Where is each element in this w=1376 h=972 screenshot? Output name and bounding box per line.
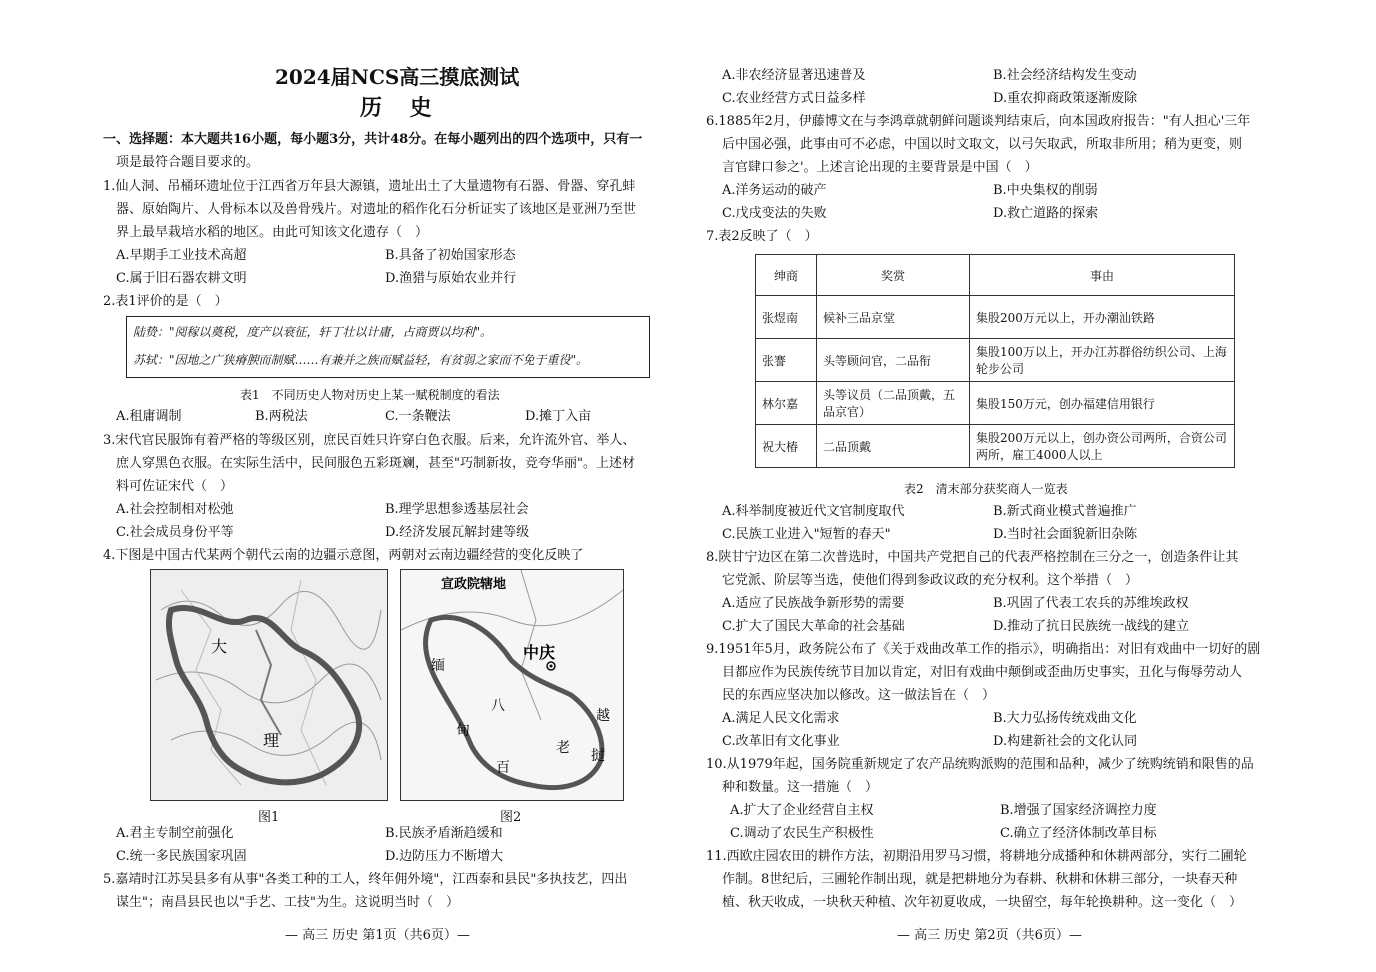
q6-option-b: B.中央集权的削弱: [993, 183, 1098, 198]
q7-option-a: A.科举制度被近代文官制度取代: [722, 504, 905, 519]
map-2-label-yue: 越: [596, 708, 610, 724]
q3-line-2: 庶人穿黑色衣服。在实际生活中，民间服色五彩斑斓，甚至"巧制新妆，竞夸华丽"。上述材: [116, 456, 635, 471]
q1-line-1: 1.仙人洞、吊桶环遗址位于江西省万年县大源镇，遗址出土了大量遗物有石器、骨器、穿孔蚌: [103, 179, 636, 194]
table-cell: 集股200万元以上，开办潮汕铁路: [970, 296, 1235, 339]
q8-option-d: D.推动了抗日民族统一战线的建立: [993, 619, 1190, 634]
footer-left: — 高三 历史 第1页（共6页）—: [285, 928, 470, 943]
q7-option-c: C.民族工业进入"短暂的春天": [722, 527, 891, 542]
q2-option-b: B.两税法: [255, 409, 308, 424]
table-cell: 祝大椿: [756, 425, 817, 468]
q2-option-c: C.一条鞭法: [385, 409, 451, 424]
q10-line-2: 种和数量。这一措施（ ）: [722, 780, 879, 795]
q9-option-d: D.构建新社会的文化认同: [993, 734, 1138, 749]
map-2-label-dian: 甸: [456, 723, 470, 739]
q1-line-3: 界上最早栽培水稻的地区。由此可知该文化遗存（ ）: [116, 225, 429, 240]
q4-stem: 4.下图是中国古代某两个朝代云南的边疆示意图，两朝对云南边疆经营的变化反映了: [103, 548, 584, 563]
q1-option-a: A.早期手工业技术高超: [116, 248, 247, 263]
q3-option-c: C.社会成员身份平等: [116, 525, 234, 540]
table-cell: 集股100万以上，开办江苏群俗纺织公司、上海轮步公司: [970, 339, 1235, 382]
table-2-header-reason: 事由: [970, 255, 1235, 296]
q4-option-b: B.民族矛盾渐趋缓和: [385, 826, 503, 841]
q9-line-2: 目都应作为民族传统节目加以肯定，对旧有戏曲中颠倒或歪曲历史事实，丑化与侮辱劳动人: [722, 665, 1243, 680]
table-cell: 头等议员（二品顶戴，五品京官）: [817, 382, 970, 425]
q6-option-d: D.救亡道路的探索: [993, 206, 1099, 221]
q1-option-c: C.属于旧石器农耕文明: [116, 271, 247, 286]
q8-option-a: A.适应了民族战争新形势的需要: [722, 596, 905, 611]
q5-option-c: C.农业经营方式日益多样: [722, 91, 866, 106]
table-cell: 集股200万元以上，创办资公司两所，合资公司两所，雇工4000人以上: [970, 425, 1235, 468]
q2-stem: 2.表1评价的是（ ）: [103, 294, 228, 309]
q11-line-1: 11.西欧庄园农田的耕作方法，初期沿用罗马习惯，将耕地分成播种和休耕两部分，实行二圃轮: [706, 849, 1247, 864]
table-1-row-2: 苏轼："因地之广狭瘠腴而制赋……有兼并之族而赋益轻，有贫弱之家而不免于重役"。: [133, 353, 589, 367]
q5-option-a: A.非农经济显著迅速普及: [722, 68, 866, 83]
q7-option-b: B.新式商业模式普遍推广: [993, 504, 1137, 519]
q9-line-3: 民的东西应坚决加以修改。这一做法旨在（ ）: [722, 688, 996, 703]
q1-option-d: D.渔猎与原始农业并行: [385, 271, 517, 286]
q8-option-c: C.扩大了国民大革命的社会基础: [722, 619, 905, 634]
q10-option-b: B.增强了国家经济调控力度: [1000, 803, 1157, 818]
q6-option-a: A.洋务运动的破产: [722, 183, 827, 198]
map-figure-2: [400, 569, 624, 801]
q8-line-1: 8.陕甘宁边区在第二次普选时，中国共产党把自己的代表严格控制在三分之一，创造条件让其: [706, 550, 1239, 565]
q8-line-2: 它党派、阶层等当选，使他们得到参政议政的充分权利。这个举措（ ）: [722, 573, 1139, 588]
q10-option-d: C.确立了经济体制改革目标: [1000, 826, 1157, 841]
q9-option-c: C.改革旧有文化事业: [722, 734, 840, 749]
q3-option-a: A.社会控制相对松弛: [116, 502, 234, 517]
q8-option-b: B.巩固了代表工农兵的苏维埃政权: [993, 596, 1189, 611]
map-1-label-da: 大: [211, 637, 228, 656]
figure-2-caption: 图2: [500, 810, 522, 825]
table-2-header-reward: 奖赏: [817, 255, 970, 296]
q3-option-b: B.理学思想参透基层社会: [385, 502, 529, 517]
table-2-header: [756, 255, 1235, 296]
q2-option-d: D.摊丁入亩: [525, 409, 592, 424]
q7-stem: 7.表2反映了（ ）: [706, 229, 818, 244]
map-2-label-xuanzhengyuan: 宣政院辖地: [441, 577, 507, 592]
map-2-label-bai: 百: [496, 760, 510, 776]
q1-line-2: 器、原始陶片、人骨标本以及兽骨残片。对遗址的稻作化石分析证实了该地区是亚洲乃至世: [116, 202, 637, 217]
table-1: [126, 316, 650, 378]
table-cell: 候补三品京堂: [817, 296, 970, 339]
table-2-caption: 表2 清末部分获奖商人一览表: [904, 482, 1068, 496]
map-figure-1: [150, 569, 388, 801]
exam-title: 2024届NCS高三摸底测试: [275, 65, 520, 89]
map-2-label-lao: 老: [556, 740, 570, 756]
q4-option-a: A.君主专制空前强化: [116, 826, 234, 841]
table-cell: 二品顶戴: [817, 425, 970, 468]
map-1-label-li: 理: [263, 731, 280, 750]
table-1-caption: 表1 不同历史人物对历史上某一赋税制度的看法: [240, 388, 500, 402]
q3-line-1: 3.宋代官民服饰有着严格的等级区别，庶民百姓只许穿白色衣服。后来，允许流外官、举人、: [103, 433, 636, 448]
q10-option-a: A.扩大了企业经营自主权: [730, 803, 874, 818]
table-cell: 头等顾问官，二品衔: [817, 339, 970, 382]
table-2-header-merchant: 绅商: [756, 255, 817, 296]
q11-line-2: 作制。8世纪后，三圃轮作制出现，就是把耕地分为春耕、秋耕和休耕三部分，一块春天种: [722, 872, 1238, 887]
footer-right: — 高三 历史 第2页（共6页）—: [897, 928, 1082, 943]
q10-line-1: 10.从1979年起，国务院重新规定了农产品统购派购的范围和品种，减少了统购统销和限售的品: [706, 757, 1254, 772]
q11-line-3: 植、秋天收成，一块秋天种植、次年初夏收成，一块留空，每年轮换耕种。这一变化（ ）: [722, 895, 1243, 910]
q1-option-b: B.具备了初始国家形态: [385, 248, 516, 263]
map-1-drawing: [151, 570, 387, 800]
q6-line-3: 言官肆口参之'。上述言论出现的主要背景是中国（ ）: [722, 160, 1038, 175]
map-2-drawing: [401, 570, 623, 800]
q5-line-1: 5.嘉靖时江苏吴县多有从事"各类工种的工人，终年佣外境"，江西泰和县民"多执技艺，四出: [103, 872, 628, 887]
map-2-label-mian: 缅: [431, 658, 445, 674]
q9-option-a: A.满足人民文化需求: [722, 711, 840, 726]
map-2-label-zhongqing: 中庆: [523, 643, 556, 662]
table-row: [756, 339, 1235, 382]
table-row: [756, 382, 1235, 425]
q6-option-c: C.戊戌变法的失败: [722, 206, 827, 221]
map-2-label-ba: 八: [491, 698, 505, 714]
q4-option-c: C.统一多民族国家巩固: [116, 849, 247, 864]
table-cell: 张謇: [756, 339, 817, 382]
q9-option-b: B.大力弘扬传统戏曲文化: [993, 711, 1137, 726]
q4-option-d: D.边防压力不断增大: [385, 849, 504, 864]
subject-title: 历 史: [360, 95, 442, 121]
q3-option-d: D.经济发展瓦解封建等级: [385, 525, 530, 540]
table-cell: 林尔嘉: [756, 382, 817, 425]
figure-1-caption: 图1: [258, 810, 280, 825]
section-intro-2: 项是最符合题目要求的。: [116, 155, 260, 170]
table-row: [756, 296, 1235, 339]
map-2-label-wo: 挝: [591, 748, 605, 764]
table-row: [756, 425, 1235, 468]
q6-line-2: 后中国必强，此事由可不必虑，中国以时文取文，以弓矢取武，所取非所用；稍为更变，则: [722, 137, 1243, 152]
section-intro: 一、选择题：本大题共16小题，每小题3分，共计48分。在每小题列出的四个选项中，只有一: [103, 132, 643, 147]
q5-option-d: D.重农抑商政策逐渐废除: [993, 91, 1138, 106]
table-cell: 集股150万元，创办福建信用银行: [970, 382, 1235, 425]
q5-option-b: B.社会经济结构发生变动: [993, 68, 1137, 83]
table-cell: 张煜南: [756, 296, 817, 339]
q2-option-a: A.租庸调制: [116, 409, 182, 424]
q7-option-d: D.当时社会面貌新旧杂陈: [993, 527, 1138, 542]
table-1-row-1: 陆贽："阅稼以奠税，度产以衰征，轩丁壮以计庸，占商贾以均利"。: [133, 325, 493, 339]
q3-line-3: 料可佐证宋代（ ）: [116, 479, 234, 494]
table-2: [755, 254, 1235, 468]
q5-line-2: 谋生"；南昌县民也以"手艺、工技"为生。这说明当时（ ）: [116, 895, 459, 910]
q9-line-1: 9.1951年5月，政务院公布了《关于戏曲改革工作的指示》，明确指出：对旧有戏曲中一切好的剧: [706, 642, 1261, 657]
q10-option-c: C.调动了农民生产积极性: [730, 826, 874, 841]
q6-line-1: 6.1885年2月，伊藤博文在与李鸿章就朝鲜问题谈判结束后，向本国政府报告："有人担心'三年: [706, 114, 1251, 129]
